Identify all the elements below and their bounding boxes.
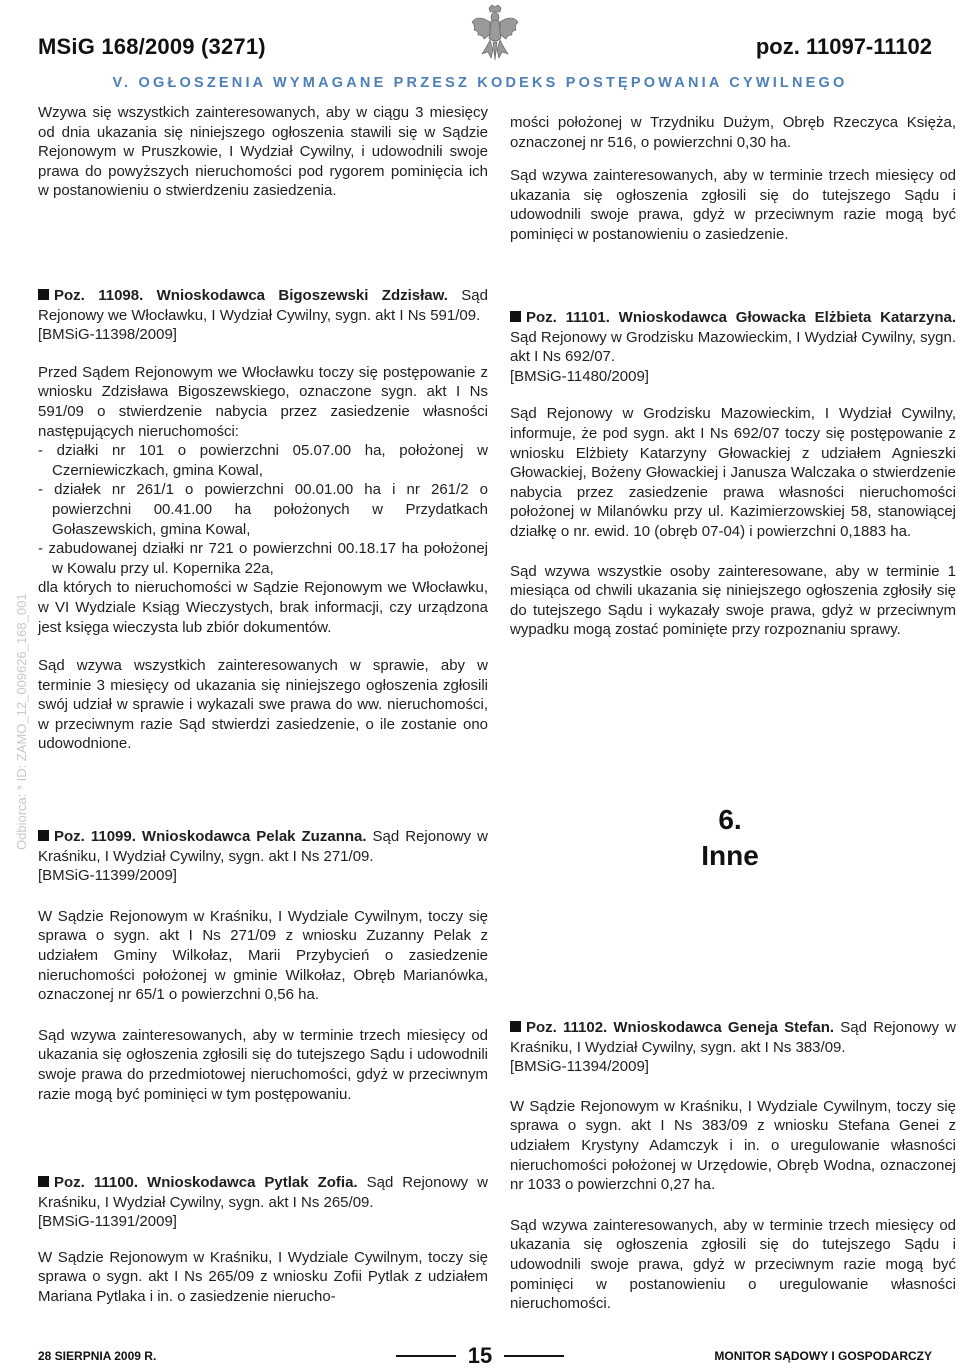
section-number: 6.: [718, 804, 742, 835]
footer-publication: MONITOR SĄDOWY I GOSPODARCZY: [714, 1349, 932, 1363]
position-range: poz. 11097-11102: [755, 34, 932, 59]
notice-11098-item: - działek nr 261/1 o powierzchni 00.01.00 ha i nr 261/2 o powierzchni 00.41.00 ha położonych w Przydatkach Gołaszewskich, gmina Kowal,: [38, 481, 488, 538]
section-name: Inne: [701, 840, 759, 871]
notice-11101-ref: [BMSiG-11480/2009]: [510, 367, 649, 385]
prior-notice-right-p1: mości położonej w Trzydniku Dużym, Obręb Rzeczyca Księża, oznaczonej nr 516, o powierzchni 0,30 ha.: [510, 114, 956, 151]
notice-11102-ref: [BMSiG-11394/2009]: [510, 1058, 649, 1076]
notice-11100-court: Sąd Rejonowy w Kraśniku, I Wydział Cywilny, sygn. akt I Ns 265/09.: [38, 1174, 488, 1211]
notice-11101: [510, 308, 956, 640]
bullet-square-icon: [38, 1176, 49, 1187]
notice-11098-ref: [BMSiG-11398/2009]: [38, 326, 177, 344]
bullet-square-icon: [38, 830, 49, 841]
notice-11102: [510, 1018, 956, 1314]
notice-11098-title: Poz. 11098. Wnioskodawca Bigoszewski Zdzisław.: [54, 287, 448, 304]
notice-11098-intro: Przed Sądem Rejonowym we Włocławku toczy się postępowanie z wniosku Zdzisława Bigoszewskiego, oznaczone sygn. akt I Ns 591/09 o stwierdzenie nabycia przez zasiedzenie własności następujących nieruchomości:: [38, 363, 488, 440]
notice-11100-ref: [BMSiG-11391/2009]: [38, 1213, 177, 1231]
notice-11101-title: Poz. 11101. Wnioskodawca Głowacka Elżbieta Katarzyna.: [526, 309, 956, 326]
prior-notice-right-p2: Sąd wzywa zainteresowanych, aby w terminie trzech miesięcy od ukazania się ogłoszenia zgłosili się do tutejszego Sądu i udowodnili swoje prawa, gdyż w przeciwnym razie mogą być pominięci w postanowieniu o zasiedzenie.: [510, 167, 956, 243]
notice-11101-header: [510, 308, 956, 367]
notice-11098: [38, 286, 488, 754]
notice-11099-header: [38, 827, 488, 866]
notice-11099-p2: Sąd wzywa zainteresowanych, aby w terminie trzech miesięcy od ukazania się ogłoszenia zgłosili się do tutejszego Sądu i udowodnili swoje prawa do przedmiotowej nieruchomości, gdyż w przeciwnym razie mogą być pominięci w tym postępowaniu.: [38, 1026, 488, 1103]
notice-11099-ref: [BMSiG-11399/2009]: [38, 867, 177, 885]
section-6-heading: [640, 802, 820, 874]
notice-11098-court: Sąd Rejonowy we Włocławku, I Wydział Cywilny, sygn. akt I Ns 591/09.: [38, 287, 488, 324]
notice-11098-after: dla których to nieruchomości w Sądzie Rejonowym we Włocławku, w VI Wydziale Ksiąg Wieczystych, brak informacji, czy urządzona jest księga wieczysta lub zbiór dokumentów.: [38, 579, 488, 636]
prior-notice-right-continuation: [510, 113, 956, 245]
footer-rule: [504, 1355, 564, 1357]
notice-11101-p1: Sąd Rejonowy w Grodzisku Mazowieckim, I Wydział Cywilny, informuje, że pod sygn. akt I Ns 692/07 toczy się postępowanie z wniosku Elżbiety Katarzyny Głowackiej z udziałem Agnieszki Głowackiej, Bożeny Głowackiej i Janusza Walczaka o stwierdzenie nabycia przez zasiedzenie prawa własności nieruchomości położonej w Milanówku przy ul. Kazimierzowskiej 58, stanowiącej działkę o nr. ewid. 10 (obręb 07-04) i powierzchni 0,1883 ha.: [510, 405, 956, 540]
prior-notice-continuation: [38, 103, 488, 201]
bullet-square-icon: [510, 1021, 521, 1032]
prior-notice-text: Wzywa się wszystkich zainteresowanych, aby w ciągu 3 miesięcy od dnia ukazania się niniejszego ogłoszenia stawili się w Sądzie Rejonowym w Pruszkowie, I Wydział Cywilny, i udowodnili swoje prawa do powyższych nieruchomości pod rygorem pominięcia ich w postanowieniu o stwierdzeniu zasiedzenia.: [38, 104, 488, 200]
polish-eagle-emblem-icon: [470, 4, 520, 64]
notice-11098-item: - działki nr 101 o powierzchni 05.07.00 ha, położonej w Czerniewiczkach, gmina Kowal,: [38, 442, 488, 479]
notice-11102-header: [510, 1018, 956, 1057]
notice-11099-court: Sąd Rejonowy w Kraśniku, I Wydział Cywilny, sygn. akt I Ns 271/09.: [38, 828, 488, 865]
notice-11099-p1: W Sądzie Rejonowym w Kraśniku, I Wydziale Cywilnym, toczy się sprawa o sygn. akt I Ns 271/09 z wniosku Zuzanny Pelak z udziałem Gminy Wilkołaz, Marii Przybycień o zasiedzenie nieruchomości położonej w gminie Wilkołaz, Obręb Marianówka, oznaczonej nr 65/1 o powierzchni 0,56 ha.: [38, 907, 488, 1004]
notice-11101-court: Sąd Rejonowy w Grodzisku Mazowieckim, I Wydział Cywilny, sygn. akt I Ns 692/07.: [510, 328, 956, 366]
notice-11099-title: Poz. 11099. Wnioskodawca Pelak Zuzanna.: [54, 828, 367, 845]
bullet-square-icon: [510, 311, 521, 322]
notice-11102-court: Sąd Rejonowy w Kraśniku, I Wydział Cywilny, sygn. akt I Ns 383/09.: [510, 1019, 956, 1056]
notice-11101-p2: Sąd wzywa wszystkie osoby zainteresowane, aby w terminie 1 miesiąca od chwili ukazania się niniejszego ogłoszenia zgłosiły się do tutejszego Sądu i wykazały swoje prawa, gdyż w przeciwnym wypadku mogą zostać pominięte przy rozpoznaniu sprawy.: [510, 562, 956, 639]
bullet-square-icon: [38, 289, 49, 300]
notice-11100-header: [38, 1173, 488, 1212]
notice-11100-title: Poz. 11100. Wnioskodawca Pytlak Zofia.: [54, 1174, 358, 1191]
page-number: 15: [467, 1343, 493, 1368]
notice-11098-header: [38, 286, 488, 325]
section-heading: V. OGŁOSZENIA WYMAGANE PRZESZ KODEKS POSTĘPOWANIA CYWILNEGO: [112, 75, 848, 91]
notice-11102-p2: Sąd wzywa zainteresowanych, aby w terminie trzech miesięcy od ukazania się ogłoszenia zgłosili się do tutejszego Sądu i udowodnili swoje prawa, gdyż w przeciwnym razie mogą być pominięci w postanowieniu o uregulowanie własności nieruchomości.: [510, 1216, 956, 1313]
issue-number: MSiG 168/2009 (3271): [38, 34, 266, 59]
notice-11098-item: - zabudowanej działki nr 721 o powierzchni 00.18.17 ha położonej w Kowalu przy ul. Kopernika 22a,: [38, 540, 488, 577]
notice-11100: [38, 1173, 488, 1307]
footer-rule: [396, 1355, 456, 1357]
notice-11102-p1: W Sądzie Rejonowym w Kraśniku, I Wydziale Cywilnym, toczy się sprawa o sygn. akt I Ns 383/09 z wniosku Stefana Genei z udziałem Krystyny Adamczyk i in. o uregulowanie własności nieruchomości położonej w Urzędowie, Obręb Wodna, oznaczonej nr 1033 o powierzchni 0,27 ha.: [510, 1097, 956, 1194]
notice-11102-title: Poz. 11102. Wnioskodawca Geneja Stefan.: [526, 1019, 835, 1036]
footer-date: 28 SIERPNIA 2009 R.: [38, 1349, 157, 1363]
notice-11100-p1: W Sądzie Rejonowym w Kraśniku, I Wydziale Cywilnym, toczy się sprawa o sygn. akt I Ns 265/09 z wniosku Zofii Pytlak z udziałem Mariana Pytlaka i in. o zasiedzenie nierucho-: [38, 1248, 488, 1305]
recipient-watermark: Odbiorca: * ID: ZAMO_12_009626_168_001: [14, 593, 29, 850]
notice-11098-call: Sąd wzywa wszystkich zainteresowanych w sprawie, aby w terminie 3 miesięcy od ukazania się niniejszego ogłoszenia zgłosili swój udział w sprawie i wykazali swe prawa do ww. nieruchomości, w przeciwnym razie Sąd stwierdzi zasiedzenie, o ile zostanie ono udowodnione.: [38, 657, 488, 753]
notice-11099: [38, 827, 488, 1104]
